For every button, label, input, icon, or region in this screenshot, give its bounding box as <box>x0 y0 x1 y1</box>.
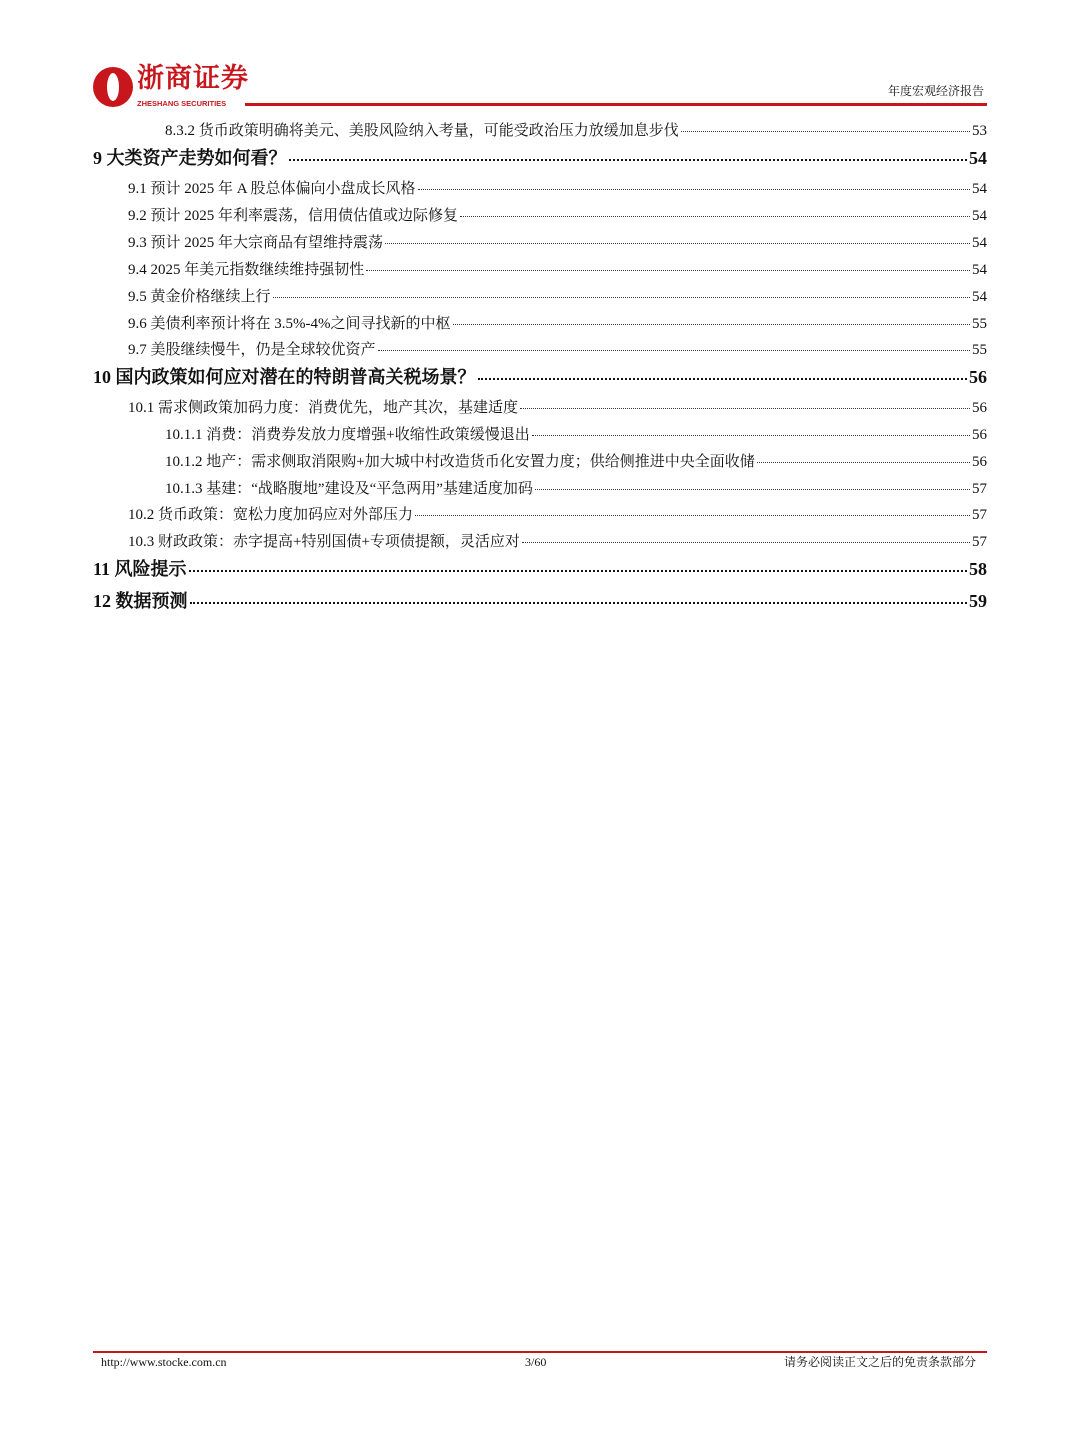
footer-url[interactable]: http://www.stocke.com.cn <box>101 1355 227 1369</box>
toc-entry[interactable] <box>93 147 987 169</box>
toc-entry-page: 57 <box>972 507 987 523</box>
logo-mark-icon <box>93 67 133 107</box>
toc-entry-page: 56 <box>972 400 987 416</box>
toc-entry-label: 10.2 货币政策：宽松力度加码应对外部压力 <box>128 507 414 523</box>
toc-entry-page: 54 <box>972 289 987 305</box>
dot-leader <box>378 350 970 351</box>
dot-leader <box>460 216 970 217</box>
toc-entry[interactable] <box>128 505 987 525</box>
toc-entry-label: 9.4 2025 年美元指数继续维持强韧性 <box>128 262 365 278</box>
toc-entry-label: 10 国内政策如何应对潜在的特朗普高关税场景？ <box>93 367 476 387</box>
dot-leader <box>415 515 970 516</box>
toc-entry-page: 59 <box>969 591 987 611</box>
dot-leader <box>520 408 970 409</box>
dot-leader <box>366 270 970 271</box>
toc-entry-label: 9 大类资产走势如何看？ <box>93 148 287 168</box>
toc-entry-label: 9.5 黄金价格继续上行 <box>128 289 271 305</box>
dot-leader <box>289 159 968 161</box>
toc-entry-page: 55 <box>972 316 987 332</box>
toc-entry-page: 53 <box>972 123 987 139</box>
toc-entry-page: 54 <box>972 235 987 251</box>
toc-entry-page: 54 <box>969 148 987 168</box>
toc-entry[interactable] <box>128 287 987 307</box>
toc-entry-page: 56 <box>969 367 987 387</box>
toc-entry-label: 10.1.2 地产：需求侧取消限购+加大城中村改造货币化安置力度；供给侧推进中央全面收储 <box>165 454 755 470</box>
report-type: 年度宏观经济报告 <box>887 84 984 98</box>
dot-leader <box>418 189 970 190</box>
toc-entry[interactable] <box>165 479 987 499</box>
toc-entry-page: 56 <box>972 454 987 470</box>
dot-leader <box>532 435 970 436</box>
toc-entry-label: 9.1 预计 2025 年 A 股总体偏向小盘成长风格 <box>128 181 416 197</box>
toc-entry-label: 9.2 预计 2025 年利率震荡，信用债估值或边际修复 <box>128 208 459 224</box>
toc-entry[interactable] <box>128 398 987 418</box>
dot-leader <box>189 570 967 572</box>
toc-entry-page: 57 <box>972 481 987 497</box>
toc-entry-label: 10.3 财政政策：赤字提高+特别国债+专项债提额，灵活应对 <box>128 534 520 550</box>
logo-name-en: ZHESHANG SECURITIES <box>137 99 227 108</box>
toc-entry-label: 10.1 需求侧政策加码力度：消费优先，地产其次，基建适度 <box>128 400 519 416</box>
toc-entry[interactable] <box>93 558 987 580</box>
toc-entry-label: 10.1.3 基建：“战略腹地”建设及“平急两用”基建适度加码 <box>165 481 533 497</box>
toc-entry-page: 55 <box>972 342 987 358</box>
toc-entry-page: 54 <box>972 181 987 197</box>
dot-leader <box>757 462 970 463</box>
dot-leader <box>522 542 970 543</box>
toc-entry[interactable] <box>128 179 987 199</box>
toc-entry[interactable] <box>128 340 987 360</box>
toc-entry[interactable] <box>128 314 987 334</box>
dot-leader <box>190 602 968 604</box>
dot-leader <box>535 489 970 490</box>
footer-divider <box>93 1351 987 1353</box>
dot-leader <box>273 297 970 298</box>
toc-entry[interactable] <box>165 121 987 141</box>
toc-entry-label: 11 风险提示 <box>93 559 187 579</box>
logo-name-cn: 浙商证券 <box>137 63 249 94</box>
toc-entry[interactable] <box>165 452 987 472</box>
toc-entry[interactable] <box>93 590 987 612</box>
toc-entry-label: 8.3.2 货币政策明确将美元、美股风险纳入考量，可能受政治压力放缓加息步伐 <box>165 123 679 139</box>
toc-entry-page: 54 <box>972 208 987 224</box>
dot-leader <box>478 378 968 380</box>
toc-entry-page: 58 <box>969 559 987 579</box>
toc-entry[interactable] <box>128 260 987 280</box>
toc-entry-label: 10.1.1 消费：消费券发放力度增强+收缩性政策缓慢退出 <box>165 427 530 443</box>
dot-leader <box>385 243 970 244</box>
toc-entry-page: 54 <box>972 262 987 278</box>
toc-entry[interactable] <box>165 425 987 445</box>
footer-disclaimer: 请务必阅读正文之后的免责条款部分 <box>783 1355 976 1369</box>
toc-entry-label: 9.7 美股继续慢牛，仍是全球较优资产 <box>128 342 376 358</box>
header-divider <box>245 103 987 106</box>
toc-entry[interactable] <box>128 206 987 226</box>
company-logo <box>93 63 249 110</box>
toc-entry-label: 12 数据预测 <box>93 591 188 611</box>
page-number: 3/60 <box>525 1355 547 1369</box>
toc-entry-label: 9.3 预计 2025 年大宗商品有望维持震荡 <box>128 235 384 251</box>
toc-entry-page: 56 <box>972 427 987 443</box>
toc-entry[interactable] <box>128 233 987 253</box>
toc-entry[interactable] <box>93 366 987 388</box>
dot-leader <box>453 324 971 325</box>
toc-entry-label: 9.6 美债利率预计将在 3.5%-4%之间寻找新的中枢 <box>128 316 451 332</box>
toc-entry-page: 57 <box>972 534 987 550</box>
toc-entry[interactable] <box>128 532 987 552</box>
dot-leader <box>681 131 970 132</box>
